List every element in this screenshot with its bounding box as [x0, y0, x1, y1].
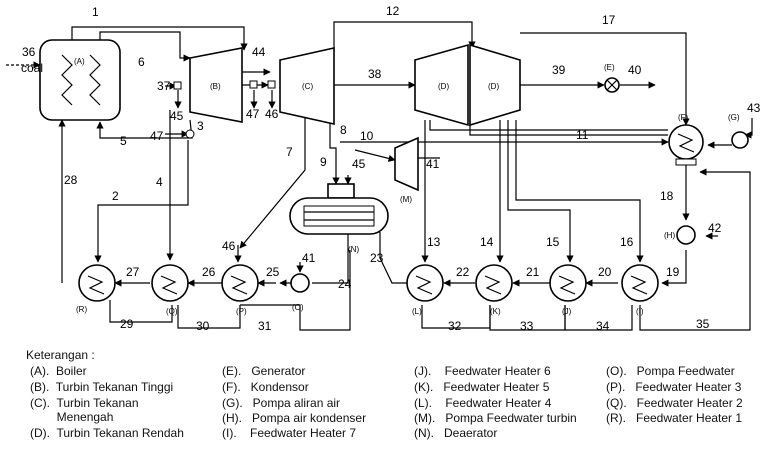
condensate-pump — [664, 226, 695, 244]
stream-label: 45 — [170, 109, 184, 123]
legend-item: (G). Pompa aliran air — [222, 396, 341, 410]
legend-item: (H). Pompa air kondenser — [222, 411, 367, 425]
stream-label: 19 — [666, 265, 680, 279]
stream-label: 32 — [448, 319, 462, 333]
stream-label: 41 — [426, 157, 440, 171]
stream-label: 23 — [370, 251, 384, 265]
stream-label: 33 — [520, 319, 534, 333]
stream-label: 8 — [340, 123, 347, 137]
legend — [0, 346, 769, 472]
stream-label: 13 — [427, 235, 441, 249]
legend-item: (O). Pompa Feedwater — [606, 364, 735, 378]
stream-label: 12 — [386, 4, 400, 18]
stream-label: 42 — [708, 221, 722, 235]
stream-label: 7 — [286, 145, 293, 159]
legend-item: (F). Kondensor — [222, 380, 309, 394]
coal-label: coal — [21, 61, 44, 75]
turbine-d2-tag: (D) — [488, 82, 500, 91]
stream-label: 43 — [747, 101, 761, 115]
turbine-c-tag: (C) — [302, 82, 314, 91]
legend-item: (D). Turbin Tekanan Rendah — [30, 426, 184, 440]
heater-k — [476, 265, 512, 316]
stream-label: 28 — [64, 173, 78, 187]
stream-label: 2 — [112, 189, 119, 203]
legend-item: (Q). Feedwater Heater 2 — [606, 396, 743, 410]
feedwater-pump-turbine — [395, 138, 418, 204]
generator-tag: (E) — [604, 63, 615, 72]
stream-label: 21 — [526, 265, 540, 279]
heater-j-tag: (J) — [562, 307, 572, 316]
stream-label: 9 — [320, 155, 327, 169]
legend-item: (C). Turbin Tekanan Menengah — [30, 396, 139, 424]
heater-l — [407, 265, 443, 316]
stream-label: 27 — [126, 265, 140, 279]
stream-label: 4 — [156, 175, 163, 189]
legend-item: (M). Pompa Feedwater turbin — [414, 411, 577, 425]
stream-label: 45 — [352, 157, 366, 171]
legend-item: (I). Feedwater Heater 7 — [222, 426, 357, 440]
stream-label: 1 — [92, 5, 99, 19]
stream-label: 36 — [22, 45, 36, 59]
stream-label: 17 — [602, 13, 616, 27]
stream-label: 22 — [456, 265, 470, 279]
pump-o-tag: (O) — [292, 303, 304, 312]
condenser-tag: (F) — [678, 113, 689, 122]
heater-p — [222, 265, 258, 316]
stream-label: 18 — [660, 189, 674, 203]
legend-title: Keterangan : — [26, 348, 95, 362]
heater-i-tag: (I) — [636, 307, 644, 316]
circulating-pump — [728, 113, 748, 148]
legend-item: (K). Feedwater Heater 5 — [414, 380, 550, 394]
heater-j — [550, 265, 586, 316]
pump-h-tag: (H) — [664, 231, 676, 240]
legend-item: (J). Feedwater Heater 6 — [414, 364, 551, 378]
legend-item: (E). Generator — [222, 364, 306, 378]
legend-item: (R). Feedwater Heater 1 — [606, 411, 743, 425]
stream-label: 24 — [338, 277, 352, 291]
legend-item: (B). Turbin Tekanan Tinggi — [30, 380, 174, 394]
stream-label: 16 — [620, 235, 634, 249]
boiler-tag: (A) — [74, 57, 85, 66]
heater-i — [622, 265, 658, 316]
turbine-b-tag: (B) — [210, 82, 221, 91]
stream-label: 47 — [150, 129, 164, 143]
stream-label: 40 — [628, 63, 642, 77]
stream-label: 41 — [302, 251, 316, 265]
stream-label: 35 — [696, 317, 710, 331]
stream-label: 47 — [246, 107, 260, 121]
legend-item: (N). Deaerator — [414, 426, 498, 440]
stream-label: 25 — [266, 265, 280, 279]
generator — [604, 63, 619, 92]
stream-label: 38 — [368, 67, 382, 81]
stream-label: 37 — [157, 79, 171, 93]
stream-label: 14 — [480, 235, 494, 249]
stream-label: 34 — [596, 319, 610, 333]
low-pressure-turbine — [415, 45, 520, 125]
stream-label: 30 — [196, 319, 210, 333]
stream-label: 39 — [552, 63, 566, 77]
heater-r — [76, 265, 115, 314]
legend-item: (A). Boiler — [30, 364, 87, 378]
stream-label: 10 — [360, 129, 374, 143]
boiler — [40, 40, 120, 120]
turbine-m-tag: (M) — [400, 195, 412, 204]
stream-label: 46 — [265, 107, 279, 121]
stream-label: 29 — [120, 317, 134, 331]
heater-q — [152, 265, 188, 316]
stream-label: 46 — [222, 239, 236, 253]
pump-g-tag: (G) — [728, 113, 740, 122]
stream-label: 26 — [202, 265, 216, 279]
heater-q-tag: (Q) — [166, 307, 178, 316]
stream-label: 3 — [197, 119, 204, 133]
stream-label: 11 — [576, 128, 589, 142]
condenser — [669, 113, 703, 165]
stream-label: 15 — [546, 235, 560, 249]
heater-r-tag: (R) — [76, 305, 88, 314]
heater-l-tag: (L) — [412, 307, 422, 316]
stream-label: 44 — [252, 45, 266, 59]
feedwater-pump — [291, 274, 309, 312]
heater-p-tag: (P) — [236, 307, 247, 316]
high-pressure-turbine — [190, 48, 242, 122]
legend-item: (L). Feedwater Heater 4 — [414, 396, 552, 410]
deaerator-tag: (N) — [348, 245, 360, 254]
stream-label: 5 — [120, 134, 127, 148]
stream-label: 31 — [258, 319, 272, 333]
stream-label: 6 — [138, 55, 145, 69]
deaerator — [290, 184, 388, 254]
heater-k-tag: (K) — [490, 307, 501, 316]
legend-item: (P). Feedwater Heater 3 — [606, 380, 742, 394]
turbine-d1-tag: (D) — [438, 82, 450, 91]
intermediate-pressure-turbine — [280, 48, 334, 124]
stream-label: 20 — [598, 265, 612, 279]
